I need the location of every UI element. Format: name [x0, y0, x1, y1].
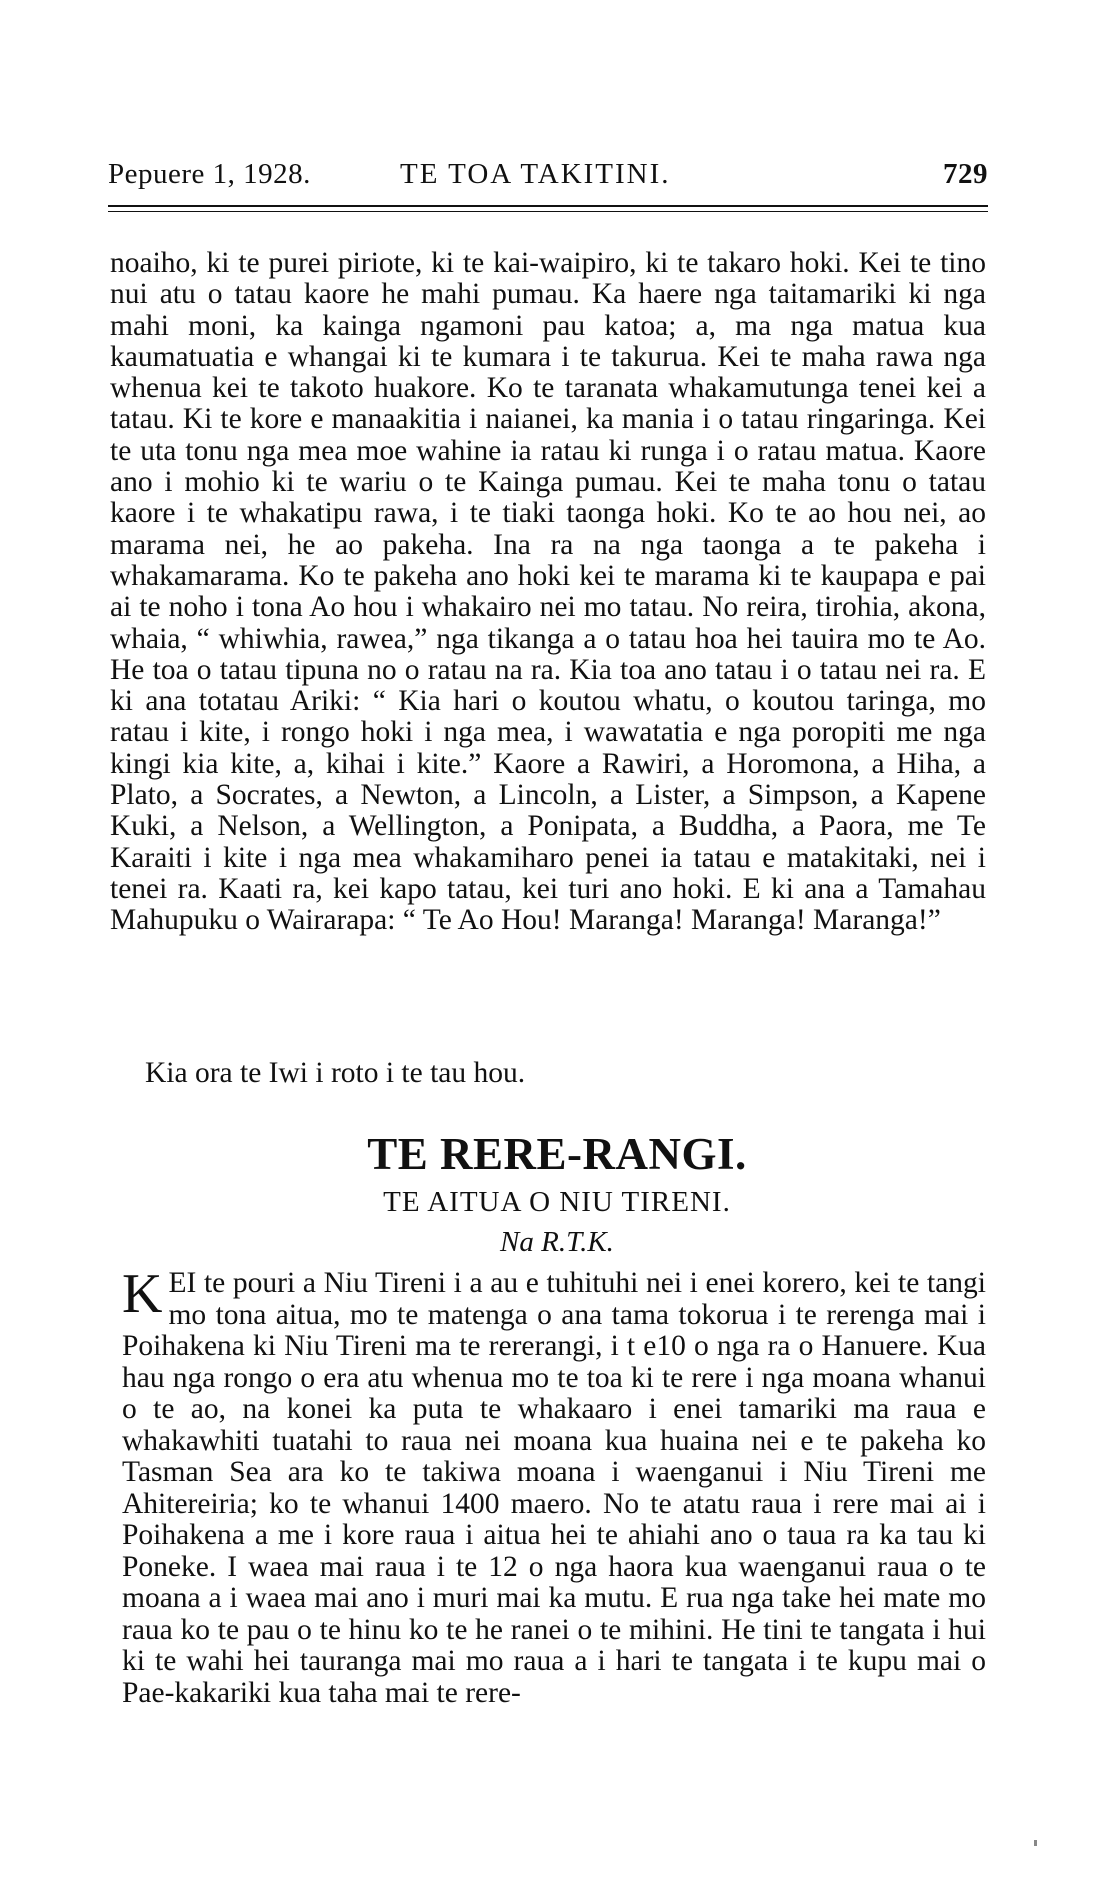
closing-line: Kia ora te Iwi i roto i te tau hou. — [145, 1057, 526, 1089]
header-publication: TE TOA TAKITINI. — [400, 158, 671, 190]
continued-paragraph: noaiho, ki te purei piriote, ki te kai-waipiro, ki te takaro hoki. Kei te tino nui atu o tatau kaore he mahi pumau. Ka haere nga taitamariki ki nga mahi moni, ka kainga ngamoni pau katoa; a, ma nga matua kua kaumatuatia e whangai ki te kumara i te takurua. Kei te maha rawa nga whenua kei te takoto huakore. Ko te taranata whakamutunga tenei kei a tatau. Ki te kore e manaakitia i naianei, ka mania i o tatau ringaringa. Kei te uta tonu nga mea moe wahine ia ratau ki runga i o ratau matua. Kaore ano i mohio ki te wariu o te Kainga pumau. Kei te maha tonu o tatau kaore i te whakatipu rawa, i te tiaki taonga hoki. Ko te ao hou nei, ao marama nei, he ao pakeha. Ina ra na nga taonga a te pakeha i whakamarama. Ko te pakeha ano hoki kei te marama ki te kaupapa e pai ai te noho i tona Ao hou i whakairo nei mo tatau. No reira, tirohia, akona, whaia, “ whiwhia, rawea,” nga tikanga a o tatau hoa hei tauira mo te Ao. He toa o tatau tipuna no o ratau na ra. Kia toa ano tatau i o tatau nei ra. E ki ana totatau Ariki: “ Kia hari o koutou whatu, o koutou taringa, mo ratau i kite, i rongo hoki i nga mea, i wawatatia e nga poropiti me nga kingi kia kite, a, kihai i kite.” Kaore a Rawiri, a Horomona, a Hiha, a Plato, a Socrates, a Newton, a Lincoln, a Lister, a Simpson, a Kapene Kuki, a Nelson, a Wellington, a Ponipata, a Buddha, a Paora, me Te Karaiti i kite i nga mea whakamiharo penei ia tatau e matakitaki, nei i tenei ra. Kaati ra, kei kapo tatau, kei turi ano hoki. E ki ana a Tamahau Mahupuku o Wairarapa: “ Te Ao Hou! Maranga! Maranga! Maranga!” — [110, 247, 986, 937]
article-title: TE RERE-RANGI. — [367, 1129, 747, 1179]
article-body — [122, 1263, 986, 1709]
header-rule-thick — [108, 205, 988, 207]
article-subtitle: TE AITUA O NIU TIRENI. — [383, 1186, 731, 1218]
article-paragraph: EI te pouri a Niu Tireni i a au e tuhituhi nei i enei korero, kei te tangi mo tona aitua, mo te matenga o ana tama tokorua i te rerenga mai i Poihakena ki Niu Tireni ma te rererangi, i t e10 o nga ra o Hanuere. Kua hau nga rongo o era atu whenua mo te toa ki te rere i nga moana whanui o te ao, na konei ka puta te whakaaro i enei tamariki ma raua e whakawhiti tuatahi to raua nei moana kua huaina nei e te pakeha ko Tasman Sea ara ko te takiwa moana i waenganui i Niu Tireni me Ahitereiria; ko te whanui 1400 maero. No te atatu raua i rere mai ai i Poihakena a me i kore raua i aitua hei te ahiahi ano o taua ra ka tau ki Poneke. I waea mai raua i te 12 o nga haora kua waenganui raua o te moana a i waea mai ano i muri mai ka mutu. E rua nga take hei mate mo raua ko te pau o te hinu ko te he ranei o te mihini. He tini te tangata i hui ki te wahi hei tauranga mai mo raua a i hari te tangata i te kupu mai o Pae-kakariki kua taha mai te rere- — [122, 1267, 986, 1709]
continued-article-text — [110, 248, 986, 937]
header-rule-thin — [108, 211, 988, 212]
print-speck — [1034, 1840, 1037, 1846]
page-number: 729 — [943, 158, 988, 190]
page-header — [108, 158, 988, 198]
article-byline: Na R.T.K. — [500, 1226, 614, 1258]
drop-cap: K — [122, 1263, 163, 1325]
header-date: Pepuere 1, 1928. — [108, 158, 311, 190]
